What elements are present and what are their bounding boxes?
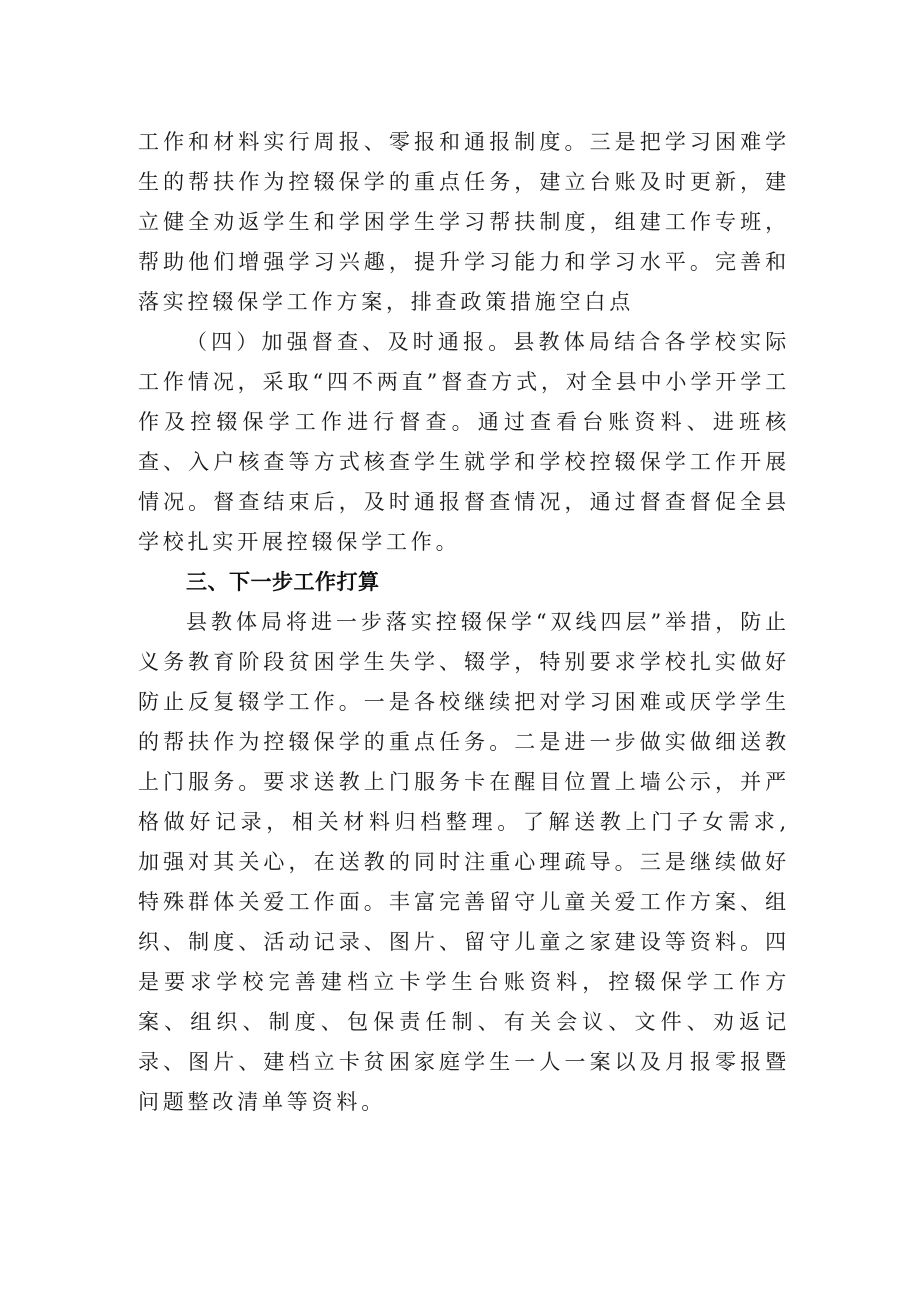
paragraph-supervision: （四）加强督查、及时通报。县教体局结合各学校实际工作情况，采取“四不两直”督查方式，对全县中小学开学工作及控辍保学工作进行督查。通过查看台账资料、进班核查、入户核查等方式核查学生就学和学校控辍保学工作开展情况。督查结束后，及时通报督查情况，通过督查督促全县学校扎实开展控辍保学工作。	[138, 330, 790, 554]
paragraph-weekly-report: 工作和材料实行周报、零报和通报制度。三是把学习困难学生的帮扶作为控辍保学的重点任务，建立台账及时更新，建立健全劝返学生和学困学生学习帮扶制度，组建工作专班，帮助他们增强学习兴趣，提升学习能力和学习水平。完善和落实控辍保学工作方案，排查政策措施空白点	[138, 130, 790, 314]
paragraph-next-steps: 县教体局将进一步落实控辍保学“双线四层”举措，防止义务教育阶段贫困学生失学、辍学，特别要求学校扎实做好防止反复辍学工作。一是各校继续把对学习困难或厌学学生的帮扶作为控辍保学的重点任务。二是进一步做实做细送教上门服务。要求送教上门服务卡在醒目位置上墙公示，并严格做好记录，相关材料归档整理。了解送教上门子女需求,加强对其关心，在送教的同时注重心理疏导。三是继续做好特殊群体关爱工作面。丰富完善留守儿童关爱工作方案、组织、制度、活动记录、图片、留守儿童之家建设等资料。四是要求学校完善建档立卡学生台账资料，控辍保学工作方案、组织、制度、包保责任制、有关会议、文件、劝返记录、图片、建档立卡贫困家庭学生一人一案以及月报零报暨问题整改清单等资料。	[138, 610, 790, 1114]
document-body	[138, 122, 790, 1122]
section-heading-next-steps: 三、下一步工作打算	[186, 570, 380, 594]
